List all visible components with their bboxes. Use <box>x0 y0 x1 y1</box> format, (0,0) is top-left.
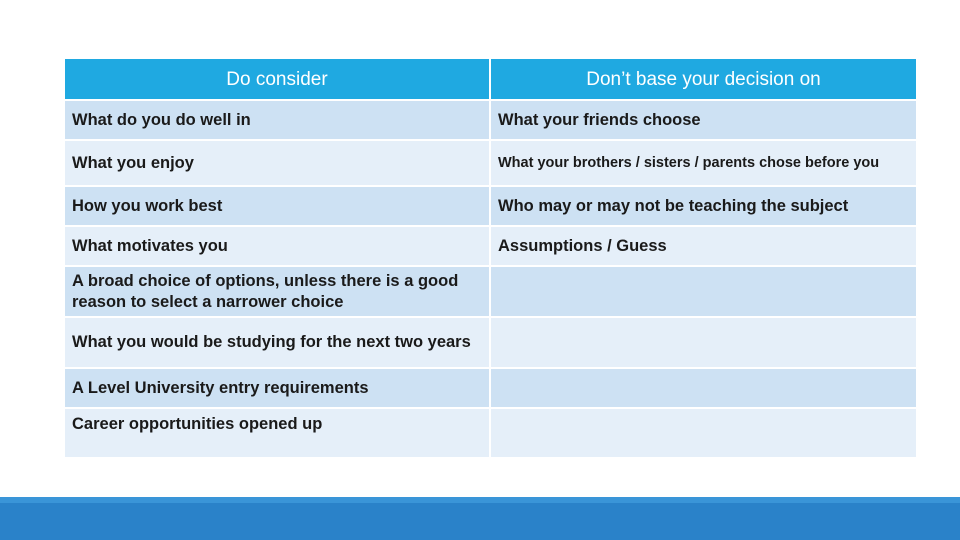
header-do-consider: Do consider <box>64 58 490 100</box>
table-cell: What you would be studying for the next two years <box>64 317 490 368</box>
header-dont-base-decision-on: Don’t base your decision on <box>490 58 917 100</box>
table-cell: How you work best <box>64 186 490 226</box>
table-cell: Who may or may not be teaching the subject <box>490 186 917 226</box>
table-cell: What motivates you <box>64 226 490 266</box>
table-cell <box>490 408 917 458</box>
table-cell: What your brothers / sisters / parents chose before you <box>490 140 917 186</box>
footer-band-highlight <box>0 497 960 503</box>
table-row <box>64 140 917 186</box>
table-cell: Career opportunities opened up <box>64 408 490 458</box>
table-cell: What your friends choose <box>490 100 917 140</box>
table-cell <box>490 368 917 408</box>
table-cell: What you enjoy <box>64 140 490 186</box>
table-row <box>64 408 917 458</box>
table-row <box>64 226 917 266</box>
table-cell <box>490 317 917 368</box>
table-cell: What do you do well in <box>64 100 490 140</box>
table-cell <box>490 266 917 317</box>
table-row <box>64 317 917 368</box>
table-row <box>64 368 917 408</box>
footer-band <box>0 497 960 540</box>
table-cell: A Level University entry requirements <box>64 368 490 408</box>
table-row <box>64 186 917 226</box>
table-row <box>64 100 917 140</box>
table-cell: A broad choice of options, unless there is a good reason to select a narrower choice <box>64 266 490 317</box>
table-cell: Assumptions / Guess <box>490 226 917 266</box>
table-row <box>64 266 917 317</box>
table-header-row <box>64 58 917 100</box>
comparison-table <box>63 57 918 459</box>
